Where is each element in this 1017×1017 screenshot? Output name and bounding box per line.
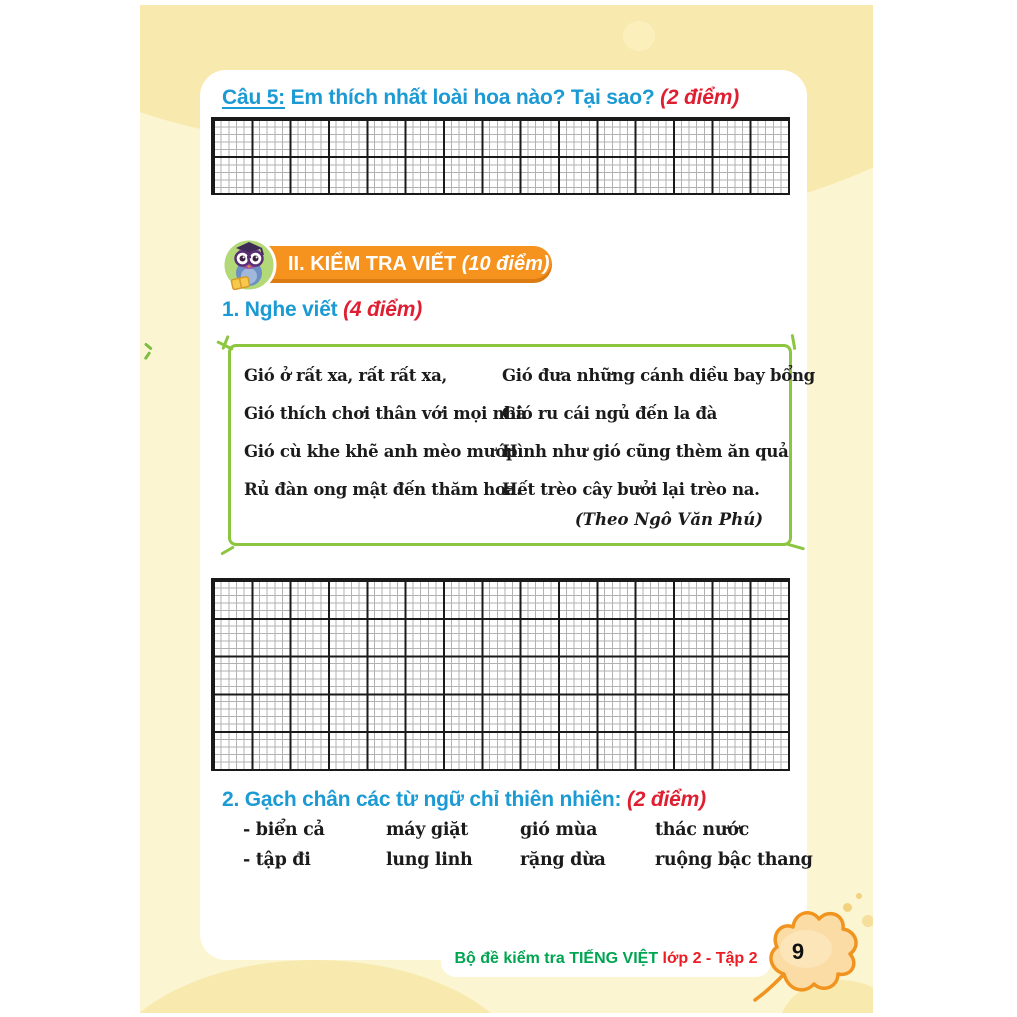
poem-line: Hết trèo cây bưởi lại trèo na.	[502, 480, 760, 499]
dictation-poem-box	[228, 344, 815, 546]
background-dot	[623, 21, 655, 51]
task1-label: 1. Nghe viết	[222, 298, 344, 321]
poem-column-left	[244, 357, 526, 509]
poem-line: Gió đưa những cánh diều bay bổng	[502, 366, 815, 385]
poem-line: Gió ở rất xa, rất rất xa,	[244, 366, 447, 385]
task1-points: (4 điểm)	[343, 298, 423, 321]
poem-line: Gió cù khe khẽ anh mèo mướp	[244, 442, 518, 461]
footer-volume: lớp 2 - Tập 2	[662, 950, 758, 967]
owl-reading-icon	[221, 237, 277, 293]
footer-series-name: Bộ đề kiểm tra TIẾNG VIỆT	[454, 950, 663, 967]
word-item: thác nước	[655, 820, 749, 840]
question5-heading	[222, 86, 739, 110]
question5-label: Câu 5:	[222, 86, 285, 109]
word-item: gió mùa	[520, 820, 598, 840]
question5-text: Em thích nhất loài hoa nào? Tại sao?	[284, 86, 661, 109]
task2-label: 2. Gạch chân các từ ngữ chỉ thiên nhiên:	[222, 788, 627, 811]
word-item: - biển cả	[243, 820, 325, 840]
section2-points: (10 điểm)	[461, 253, 550, 275]
task1-heading	[222, 298, 422, 322]
word-item: máy giặt	[386, 820, 469, 840]
section2-title: II. KIỂM TRA VIẾT	[288, 253, 462, 275]
word-item: ruộng bậc thang	[655, 850, 813, 870]
poem-line: Rủ đàn ong mật đến thăm hoa.	[244, 480, 522, 499]
word-item: lung linh	[386, 850, 473, 870]
writing-grid-dictation	[211, 578, 790, 771]
word-item: - tập đi	[243, 850, 311, 870]
poem-line: Hình như gió cũng thèm ăn quả	[502, 442, 789, 461]
poem-column-right	[502, 357, 815, 509]
poem-line: Gió ru cái ngủ đến la đà	[502, 404, 718, 423]
footer-series-label	[441, 940, 771, 977]
writing-grid-answer5	[211, 117, 790, 195]
question5-points: (2 điểm)	[660, 86, 740, 109]
poem-attribution: (Theo Ngô Văn Phú)	[574, 510, 763, 529]
section2-header-badge	[238, 246, 552, 283]
poem-line: Gió thích chơi thân với mọi nhà	[244, 404, 527, 423]
task2-points: (2 điểm)	[626, 788, 706, 811]
page-number: 9	[791, 939, 805, 964]
word-item: rặng dừa	[520, 850, 606, 870]
task2-heading	[222, 788, 706, 812]
